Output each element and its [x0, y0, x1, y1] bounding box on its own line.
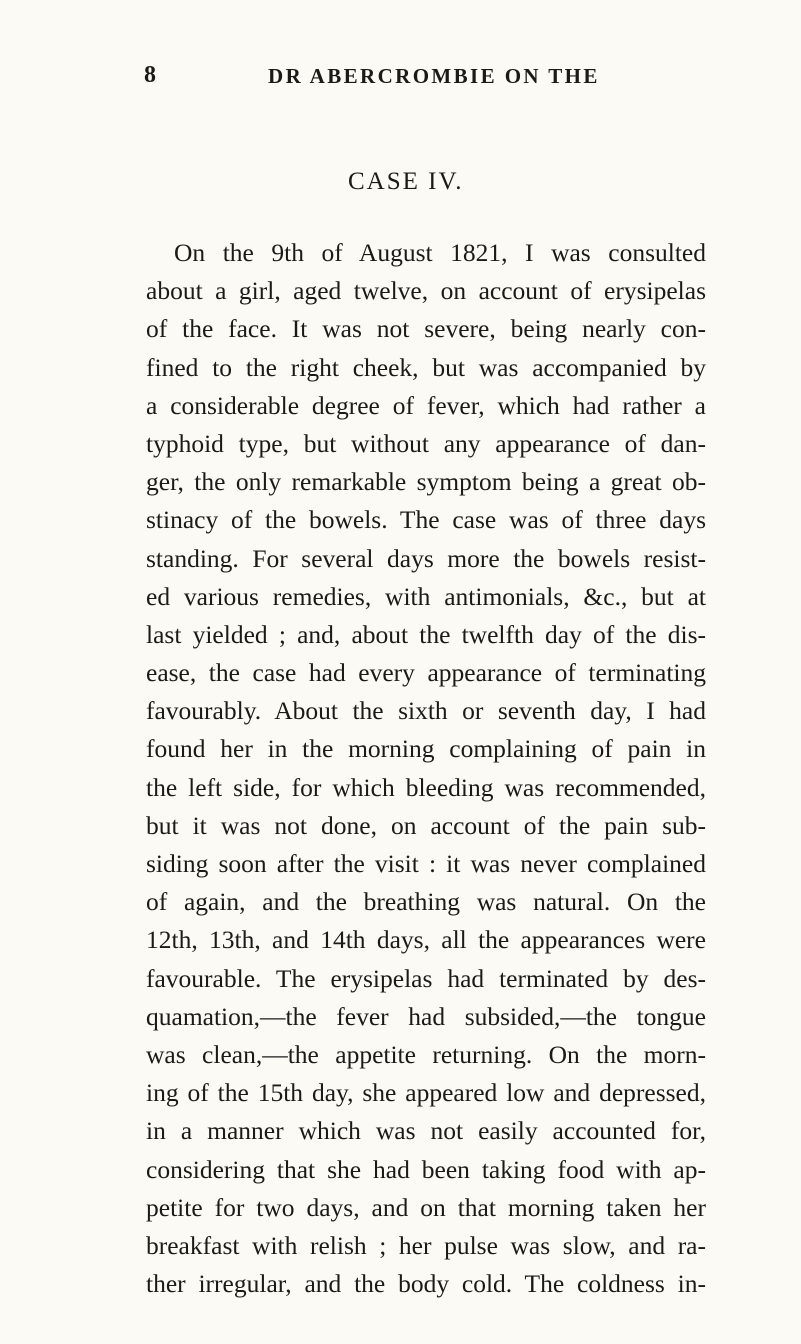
text-line: ing of the 15th day, she appeared low and depressed, — [146, 1078, 706, 1108]
text-line: standing. For several days more the bowels resist- — [146, 543, 706, 573]
text-line: petite for two days, and on that morning taken her — [146, 1192, 706, 1222]
text-line: ease, the case had every appearance of terminating — [146, 658, 706, 688]
running-head — [0, 62, 801, 102]
text-line: considering that she had been taking food with ap- — [146, 1154, 706, 1184]
text-line: a considerable degree of fever, which had rather a — [146, 390, 706, 420]
text-line: was clean,—the appetite returning. On the morn- — [146, 1039, 706, 1069]
text-line: quamation,—the fever had subsided,—the tongue — [146, 1001, 706, 1031]
text-line: stinacy of the bowels. The case was of three days — [146, 505, 706, 535]
text-line: ed various remedies, with antimonials, &c., but at — [146, 581, 706, 611]
text-line: ger, the only remarkable symptom being a great ob- — [146, 467, 706, 497]
text-line: typhoid type, but without any appearance of dan- — [146, 428, 706, 458]
running-title: DR ABERCROMBIE ON THE — [268, 64, 600, 88]
text-line: siding soon after the visit : it was never complained — [146, 849, 706, 878]
page-number: 8 — [144, 62, 157, 88]
body-paragraph — [146, 234, 706, 1303]
text-line: but it was not done, on account of the pain sub- — [146, 810, 706, 840]
text-line: On the 9th of August 1821, I was consulted — [174, 238, 706, 267]
text-line: of again, and the breathing was natural. On the — [146, 887, 706, 917]
text-line: favourably. About the sixth or seventh day, I had — [146, 696, 706, 726]
text-line: favourable. The erysipelas had terminated by des- — [146, 963, 706, 993]
text-line: the left side, for which bleeding was recommended, — [146, 772, 706, 802]
text-line: ther irregular, and the body cold. The coldness in- — [146, 1269, 706, 1299]
case-heading: CASE IV. — [348, 168, 464, 195]
text-line: 12th, 13th, and 14th days, all the appearances were — [146, 925, 706, 955]
text-line: in a manner which was not easily accounted for, — [146, 1116, 706, 1146]
text-line: breakfast with relish ; her pulse was slow, and ra- — [146, 1230, 706, 1260]
text-line: found her in the morning complaining of pain in — [146, 734, 706, 764]
text-line: last yielded ; and, about the twelfth day of the dis- — [146, 619, 706, 649]
text-line: fined to the right cheek, but was accompanied by — [146, 352, 706, 382]
text-line: about a girl, aged twelve, on account of erysipelas — [146, 276, 706, 306]
text-line: of the face. It was not severe, being nearly con- — [146, 314, 706, 344]
